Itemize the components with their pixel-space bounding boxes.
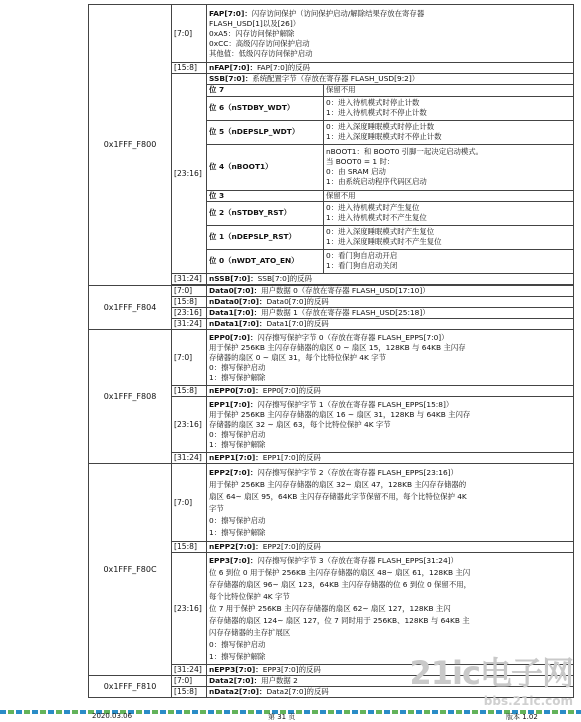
watermark-logo bbox=[410, 648, 573, 708]
field-name: nData1[7:0]： bbox=[209, 319, 267, 328]
field-desc bbox=[207, 542, 574, 553]
field-text: SSB[7:0]的反码 bbox=[257, 274, 312, 283]
ssb-bit-table bbox=[207, 85, 574, 274]
bit-desc-line: nBOOT1：和 BOOT0 引脚一起决定启动模式。 bbox=[326, 147, 484, 156]
bit-range: [23:16] bbox=[172, 397, 207, 453]
bit-desc bbox=[324, 249, 574, 273]
bit-desc bbox=[324, 144, 574, 190]
bit-desc-line: 0：进入深度睡眠模式时停止计数 bbox=[326, 122, 435, 131]
field-text: 1：擦写保护解除 bbox=[209, 372, 266, 382]
bit-desc bbox=[324, 96, 574, 120]
field-text: 字节 bbox=[209, 503, 224, 513]
page-footer bbox=[0, 712, 581, 722]
footer-version: 版本 1.02 bbox=[506, 713, 538, 721]
field-desc bbox=[207, 330, 574, 386]
field-text: FLASH_USD[1]以及[26]） bbox=[209, 18, 301, 28]
field-text: 每个比特位保护 4K 字节 bbox=[209, 591, 290, 601]
field-text: Data0[7:0]的反码 bbox=[266, 297, 329, 306]
bit-range: [15:8] bbox=[172, 63, 207, 74]
field-text: 存存储器的扇区 124~ 扇区 127，位 7 同时用于 256KB、128KB 与 64KB 主 bbox=[209, 615, 470, 625]
field-name: EPP0[7:0]： bbox=[209, 332, 258, 342]
field-text: 闪存访问保护（访问保护启动/解除结果存放在寄存器 bbox=[251, 8, 425, 18]
field-name: nEPP0[7:0]： bbox=[209, 386, 263, 395]
field-name: SSB[7:0]： bbox=[209, 74, 253, 83]
bit-range: [31:24] bbox=[172, 274, 207, 285]
bit-desc-line: 1：看门狗自启动关闭 bbox=[326, 261, 398, 271]
footer-page: 第 31 页 bbox=[268, 713, 296, 721]
field-text: 闪存擦写保护字节 0（存放在寄存器 FLASH_EPPS[7:0]） bbox=[257, 332, 449, 342]
field-text: 存储器的扇区 0 ~ 扇区 31，每个比特位保护 4K 字节 bbox=[209, 352, 386, 362]
bit-range: [15:8] bbox=[172, 297, 207, 308]
field-text: FAP[7:0]的反码 bbox=[256, 63, 310, 72]
field-desc bbox=[207, 453, 574, 464]
bit-desc-line: 当 BOOT0 = 1 时： bbox=[326, 157, 395, 166]
field-text: 闪存擦写保护字节 2（存放在寄存器 FLASH_EPPS[23:16]） bbox=[257, 467, 458, 477]
field-text: 用户数据 0（存放在寄存器 FLASH_USD[17:10]） bbox=[261, 286, 430, 295]
field-desc bbox=[207, 386, 574, 397]
watermark-logo-text: 21ic电子网 bbox=[409, 654, 573, 692]
bit-range: [31:24] bbox=[172, 665, 207, 676]
field-name: EPP3[7:0]： bbox=[209, 555, 258, 565]
field-text: 用户数据 2 bbox=[261, 676, 298, 685]
field-text: Data1[7:0]的反码 bbox=[266, 319, 329, 328]
bit-desc bbox=[324, 120, 574, 144]
field-name: Data2[7:0]： bbox=[209, 676, 262, 685]
field-text: 存储器的扇区 32 ~ 扇区 63，每个比特位保护 4K 字节 bbox=[209, 419, 391, 429]
bit-range: [23:16] bbox=[172, 553, 207, 665]
bit-name: 位 6（nSTDBY_WDT） bbox=[207, 96, 324, 120]
address-cell: 0x1FFF_F800 bbox=[89, 5, 172, 286]
field-desc bbox=[207, 319, 574, 330]
field-name: nEPP1[7:0]： bbox=[209, 453, 263, 462]
bit-range: [15:8] bbox=[172, 687, 207, 698]
bit-name: 位 2（nSTDBY_RST） bbox=[207, 201, 324, 225]
address-cell: 0x1FFF_F80C bbox=[89, 464, 172, 676]
field-text: EPP0[7:0]的反码 bbox=[262, 386, 321, 395]
bit-desc-line: 1：进入深度睡眠模式时不产生复位 bbox=[326, 237, 442, 246]
field-text: 0xCC：高级闪存访问保护启动 bbox=[209, 38, 310, 48]
field-desc bbox=[207, 397, 574, 453]
field-name: Data1[7:0]： bbox=[209, 308, 262, 317]
field-name: nSSB[7:0]： bbox=[209, 274, 258, 283]
field-text: 1：擦写保护解除 bbox=[209, 651, 266, 661]
field-text: 0：擦写保护启动 bbox=[209, 362, 266, 372]
field-text: 1：擦写保护解除 bbox=[209, 439, 266, 449]
field-text: Data2[7:0]的反码 bbox=[266, 687, 329, 696]
bit-desc-line: 0：进入待机模式时产生复位 bbox=[326, 203, 420, 212]
bit-range: [31:24] bbox=[172, 453, 207, 464]
field-desc bbox=[207, 5, 574, 63]
field-text: 其他值：低级闪存访问保护启动 bbox=[209, 48, 313, 58]
bit-range: [23:16] bbox=[172, 308, 207, 319]
field-name: EPP1[7:0]： bbox=[209, 399, 258, 409]
bit-range: [7:0] bbox=[172, 5, 207, 63]
field-text: EPP1[7:0]的反码 bbox=[262, 453, 321, 462]
field-text: 0：擦写保护启动 bbox=[209, 639, 266, 649]
bit-name: 位 3 bbox=[207, 190, 324, 201]
bit-desc-line: 0：进入深度睡眠模式时产生复位 bbox=[326, 227, 435, 236]
field-name: EPP2[7:0]： bbox=[209, 467, 258, 477]
field-name: nEPP2[7:0]： bbox=[209, 542, 263, 551]
bit-range: [7:0] bbox=[172, 676, 207, 687]
bit-name: 位 4（nBOOT1） bbox=[207, 144, 324, 190]
field-desc bbox=[207, 274, 574, 285]
footer-date: 2020.03.06 bbox=[92, 712, 133, 720]
bit-range: [23:16] bbox=[172, 74, 207, 274]
watermark-url: bbs.21ic.com bbox=[483, 694, 573, 708]
field-text: 位 6 到位 0 用于保护 256KB 主闪存存储器的扇区 48~ 扇区 61，128KB 主闪 bbox=[209, 567, 471, 577]
bit-desc-line: 0：看门狗自启动开启 bbox=[326, 251, 398, 261]
bit-desc-line: 1：进入待机模式时不停止计数 bbox=[326, 108, 427, 117]
bit-desc-line: 0：进入待机模式时停止计数 bbox=[326, 98, 420, 107]
bit-range: [7:0] bbox=[172, 286, 207, 297]
field-text: 系统配置字节（存放在寄存器 FLASH_USD[9:2]） bbox=[252, 74, 420, 83]
bit-desc-line: 1：进入待机模式时不产生复位 bbox=[326, 213, 427, 222]
bit-desc-line: 1：由系统启动程序代码区启动 bbox=[326, 177, 427, 186]
field-text: 0：擦写保护启动 bbox=[209, 515, 266, 525]
field-text: 闪存擦写保护字节 1（存放在寄存器 FLASH_EPPS[15:8]） bbox=[257, 399, 454, 409]
bit-range: [7:0] bbox=[172, 330, 207, 386]
field-text: 0：擦写保护启动 bbox=[209, 429, 266, 439]
field-text: 0xA5：闪存访问保护解除 bbox=[209, 28, 295, 38]
field-desc bbox=[207, 464, 574, 542]
field-desc bbox=[207, 63, 574, 74]
field-text: 闪存擦写保护字节 3（存放在寄存器 FLASH_EPPS[31:24]） bbox=[257, 555, 458, 565]
field-name: Data0[7:0]： bbox=[209, 286, 262, 295]
bit-desc: 保留不用 bbox=[324, 190, 574, 201]
bit-range: [7:0] bbox=[172, 464, 207, 542]
bit-desc-line: 1：进入深度睡眠模式时不停止计数 bbox=[326, 132, 442, 141]
field-name: nEPP3[7:0]： bbox=[209, 665, 263, 674]
bit-name: 位 0（nWDT_ATO_EN） bbox=[207, 249, 324, 273]
bit-desc-line: 0：由 SRAM 启动 bbox=[326, 167, 386, 176]
field-text: 存存储器的扇区 96~ 扇区 123，64KB 主闪存存储器的位 6 到位 0 保留不用， bbox=[209, 579, 471, 589]
field-desc bbox=[207, 308, 574, 319]
address-cell: 0x1FFF_F810 bbox=[89, 676, 172, 698]
bit-name: 位 1（nDEPSLP_RST） bbox=[207, 225, 324, 249]
bit-range: [15:8] bbox=[172, 542, 207, 553]
field-text: 位 7 用于保护 256KB 主闪存存储器的扇区 62~ 扇区 127，128KB 主闪 bbox=[209, 603, 451, 613]
bit-range: [31:24] bbox=[172, 319, 207, 330]
field-text: 闪存存储器的主存扩展区 bbox=[209, 627, 291, 637]
field-text: EPP2[7:0]的反码 bbox=[262, 542, 321, 551]
field-text: EPP3[7:0]的反码 bbox=[262, 665, 321, 674]
bit-name: 位 5（nDEPSLP_WDT） bbox=[207, 120, 324, 144]
field-text: 用于保护 256KB 主闪存存储器的扇区 16 ~ 扇区 31，128KB 与 64KB 主闪存 bbox=[209, 409, 471, 419]
field-name: FAP[7:0]： bbox=[209, 8, 252, 18]
bit-desc: 保留不用 bbox=[324, 85, 574, 96]
field-text: 用户数据 1（存放在寄存器 FLASH_USD[25:18]） bbox=[261, 308, 430, 317]
field-name: nFAP[7:0]： bbox=[209, 63, 257, 72]
bit-desc bbox=[324, 225, 574, 249]
field-name: nData0[7:0]： bbox=[209, 297, 267, 306]
field-text: 用于保护 256KB 主闪存存储器的扇区 32~ 扇区 47，128KB 主闪存存储器的 bbox=[209, 479, 467, 489]
field-desc bbox=[207, 74, 574, 85]
bit-range: [15:8] bbox=[172, 386, 207, 397]
field-text: 扇区 64~ 扇区 95，64KB 主闪存存储器此字节保留不用，每个比特位保护 4K bbox=[209, 491, 467, 501]
address-cell: 0x1FFF_F804 bbox=[89, 286, 172, 330]
bit-desc bbox=[324, 201, 574, 225]
field-desc bbox=[207, 297, 574, 308]
bit-name: 位 7 bbox=[207, 85, 324, 96]
field-text: 1：擦写保护解除 bbox=[209, 527, 266, 537]
field-text: 用于保护 256KB 主闪存存储器的扇区 0 ~ 扇区 15，128KB 与 64KB 主闪存 bbox=[209, 342, 466, 352]
address-cell: 0x1FFF_F808 bbox=[89, 330, 172, 464]
field-name: nData2[7:0]： bbox=[209, 687, 267, 696]
field-desc bbox=[207, 286, 574, 297]
register-table bbox=[88, 4, 574, 698]
